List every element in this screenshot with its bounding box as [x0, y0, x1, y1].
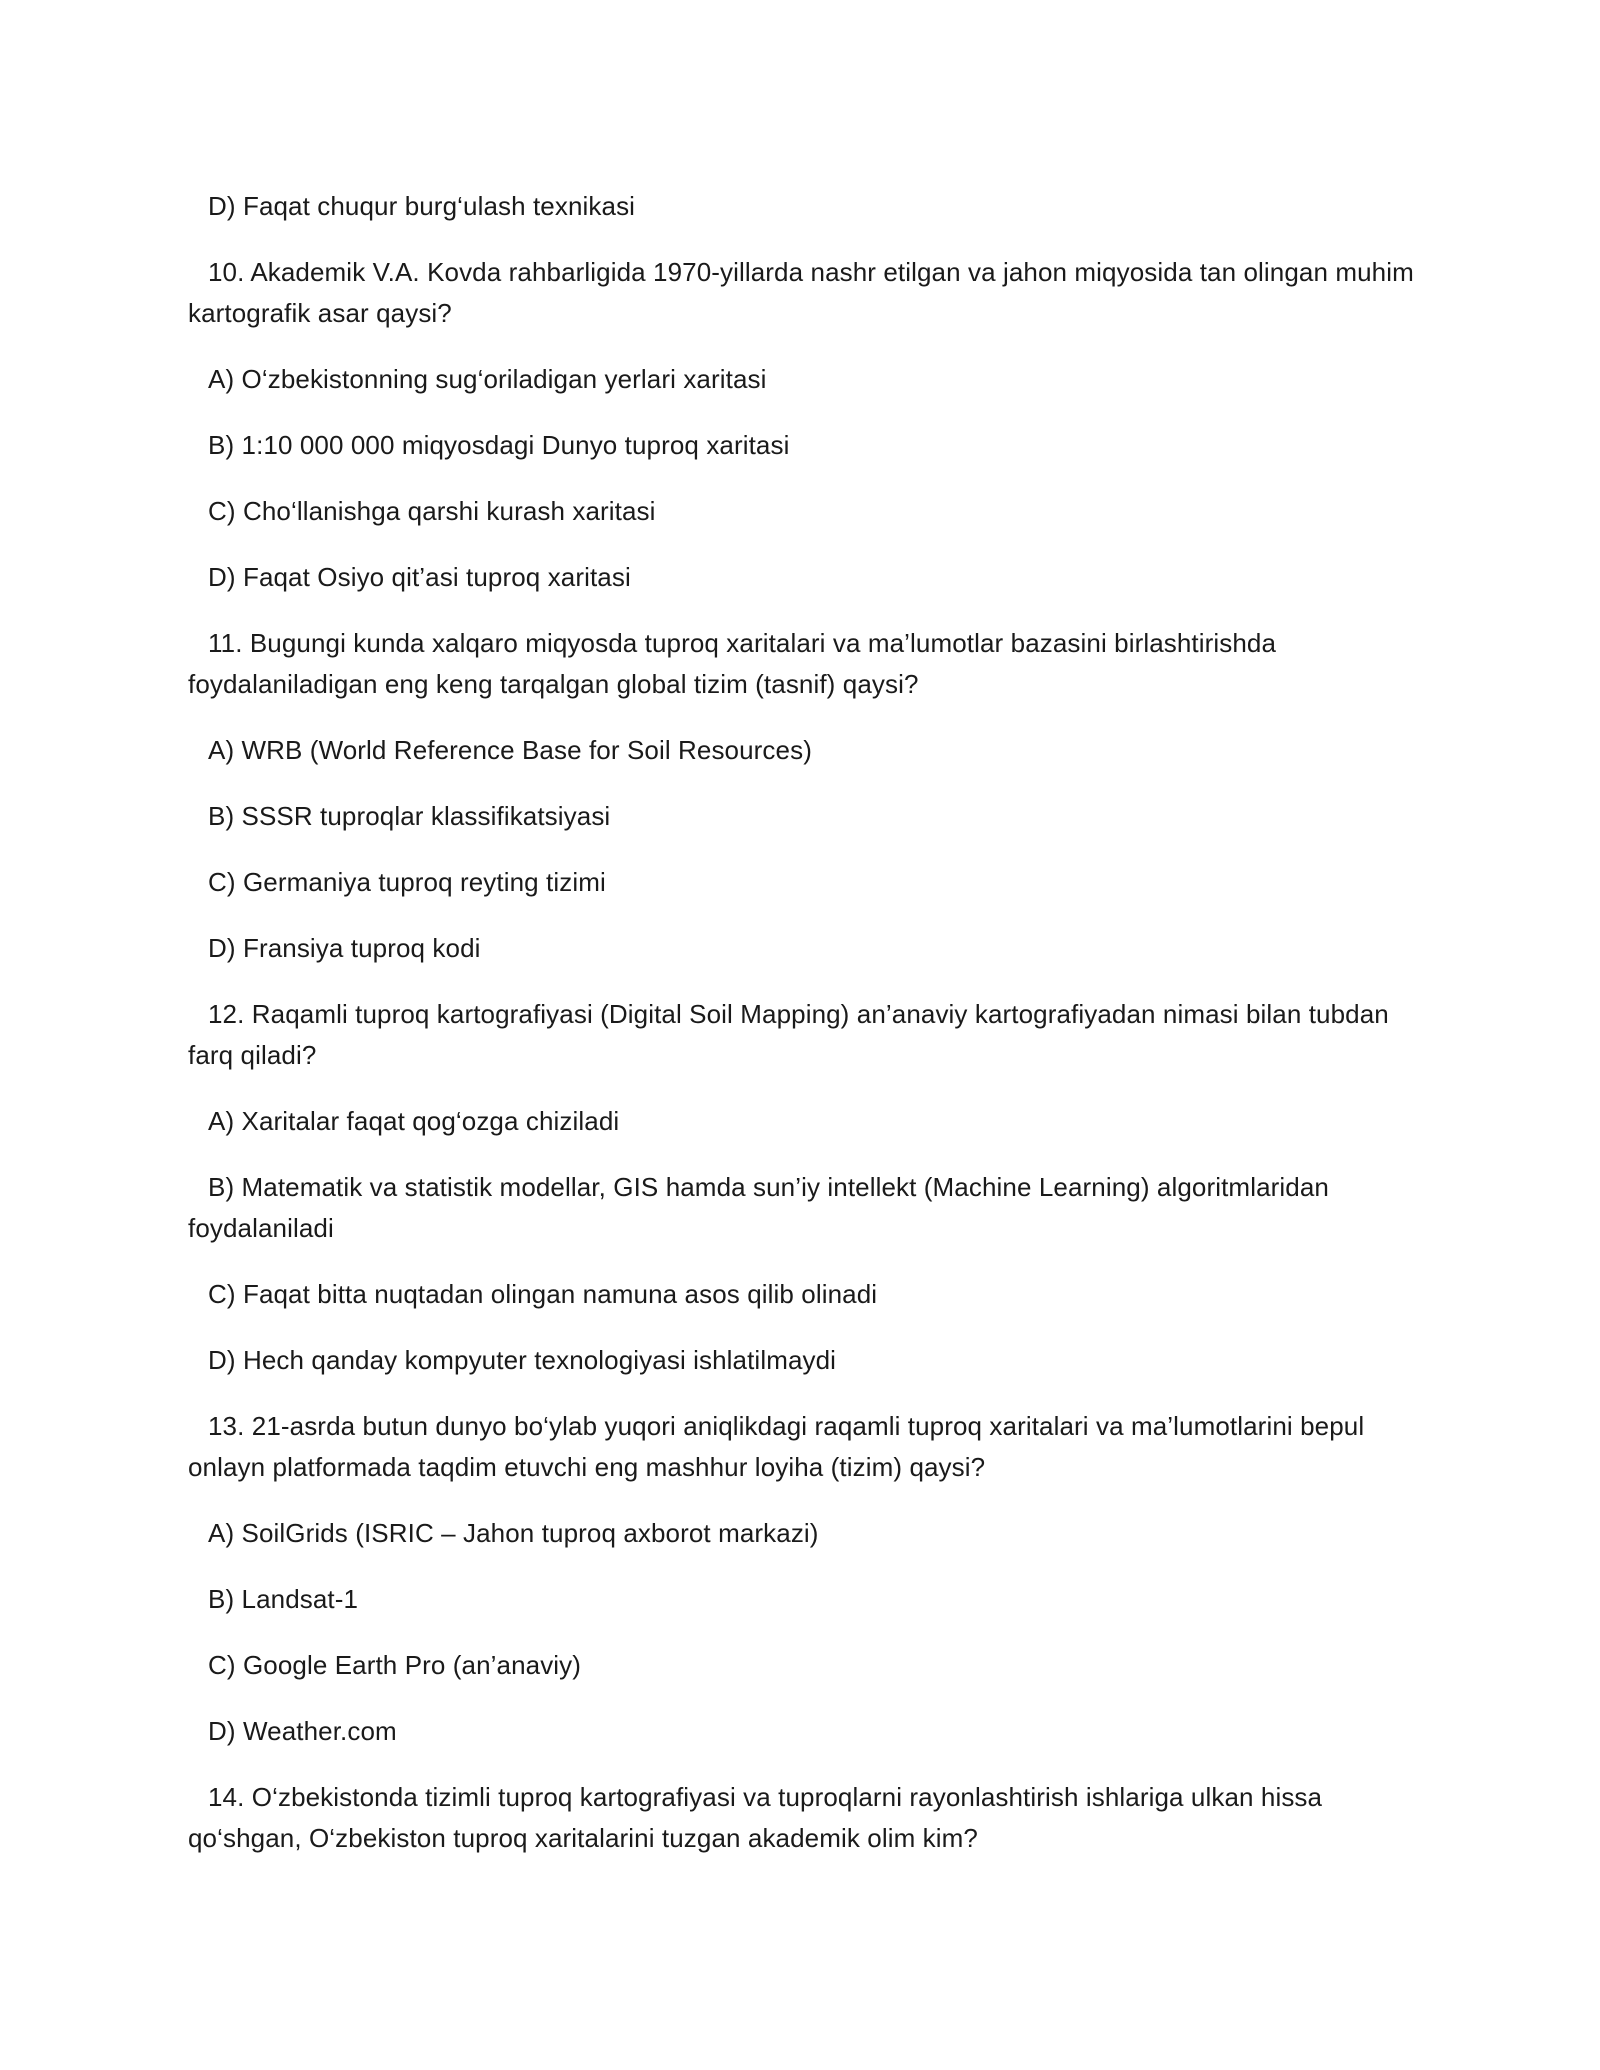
answer-option: D) Hech qanday kompyuter texnologiyasi ishlatilmaydi: [208, 1345, 837, 1375]
question-14: 14. O‘zbekistonda tizimli tuproq kartografiyasi va tuproqlarni rayonlashtirish ishlariga ulkan hissa qo‘shgan, O‘zbekiston tuproq xaritalarini tuzgan akademik olim kim?: [188, 1782, 1323, 1853]
answer-option: C) Google Earth Pro (an’anaviy): [208, 1650, 582, 1680]
page-content: [188, 186, 1418, 1884]
answer-option: B) Landsat-1: [208, 1584, 359, 1614]
answer-option: B) SSSR tuproqlar klassifikatsiyasi: [208, 801, 611, 831]
answer-option: D) Weather.com: [208, 1716, 397, 1746]
question-11: 11. Bugungi kunda xalqaro miqyosda tuproq xaritalari va ma’lumotlar bazasini birlashtirishda foydalaniladigan eng keng tarqalgan global tizim (tasnif) qaysi?: [188, 628, 1277, 699]
question-12: 12. Raqamli tuproq kartografiyasi (Digital Soil Mapping) an’anaviy kartografiyadan nimasi bilan tubdan farq qiladi?: [188, 999, 1389, 1070]
answer-option: C) Cho‘llanishga qarshi kurash xaritasi: [208, 496, 656, 526]
answer-option: D) Faqat Osiyo qit’asi tuproq xaritasi: [208, 562, 631, 592]
answer-option: A) O‘zbekistonning sug‘oriladigan yerlari xaritasi: [208, 364, 767, 394]
question-13: 13. 21-asrda butun dunyo bo‘ylab yuqori aniqlikdagi raqamli tuproq xaritalari va ma’lumotlarini bepul onlayn platformada taqdim etuvchi eng mashhur loyiha (tizim) qaysi?: [188, 1411, 1365, 1482]
answer-option: A) WRB (World Reference Base for Soil Resources): [208, 735, 812, 765]
answer-option: C) Germaniya tuproq reyting tizimi: [208, 867, 606, 897]
answer-option: A) SoilGrids (ISRIC – Jahon tuproq axborot markazi): [208, 1518, 819, 1548]
answer-option: B) Matematik va statistik modellar, GIS hamda sun’iy intellekt (Machine Learning) algoritmlaridan foydalaniladi: [188, 1172, 1329, 1243]
question-10: 10. Akademik V.A. Kovda rahbarligida 1970-yillarda nashr etilgan va jahon miqyosida tan olingan muhim kartografik asar qaysi?: [188, 257, 1414, 328]
answer-option: D) Faqat chuqur burg‘ulash texnikasi: [208, 191, 636, 221]
answer-option: A) Xaritalar faqat qog‘ozga chiziladi: [208, 1106, 620, 1136]
answer-option: C) Faqat bitta nuqtadan olingan namuna asos qilib olinadi: [208, 1279, 878, 1309]
answer-option: B) 1:10 000 000 miqyosdagi Dunyo tuproq xaritasi: [208, 430, 790, 460]
answer-option: D) Fransiya tuproq kodi: [208, 933, 481, 963]
